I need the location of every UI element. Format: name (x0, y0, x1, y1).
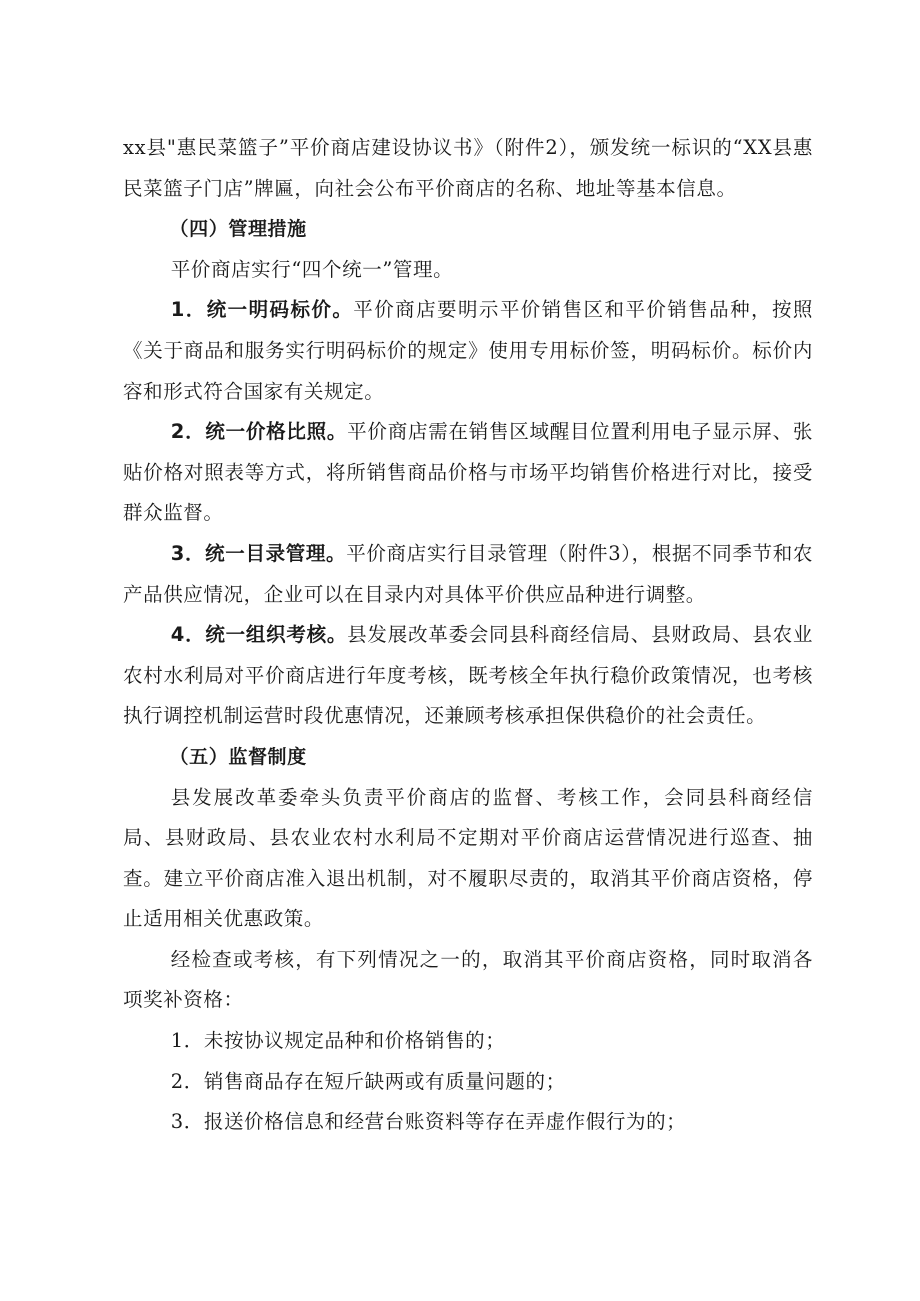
intro-paragraph: xx县"惠民菜篮子”平价商店建设协议书》（附件2），颁发统一标识的“XX县惠民菜篮子门店”牌匾，向社会公布平价商店的名称、地址等基本信息。 (123, 136, 813, 200)
item-catalog-management (123, 534, 813, 615)
item-title: 1．统一明码标价。 (170, 298, 354, 322)
item-title: 2．统一价格比照。 (170, 420, 348, 444)
cancel-condition-item: 2．销售商品存在短斤缺两或有质量问题的； (170, 1069, 566, 1093)
cancel-conditions-paragraph: 经检查或考核，有下列情况之一的，取消其平价商店资格，同时取消各项奖补资格： (123, 947, 813, 1012)
item-assessment (123, 615, 813, 737)
cancel-condition-item: 1．未按协议规定品种和价格销售的； (170, 1029, 506, 1053)
section-heading-supervision: （五）监督制度 (169, 745, 307, 768)
item-body: 平价商店要明示平价销售区和平价销售品种，按照《关于商品和服务实行明码标价的规定》使用专用标价签，明码标价。标价内容和形式符合国家有关规定。 (123, 298, 814, 403)
item-body: 县发展改革委会同县科商经信局、县财政局、县农业农村水利局对平价商店进行年度考核，既考核全年执行稳价政策情况，也考核执行调控机制运营时段优惠情况，还兼顾考核承担保供稳价的社会责任。 (123, 623, 813, 728)
item-title: 4．统一组织考核。 (170, 623, 348, 647)
item-pricing-label (123, 290, 813, 412)
item-price-compare (123, 412, 813, 534)
cancel-condition-item: 3．报送价格信息和经营台账资料等存在弄虚作假行为的； (170, 1110, 687, 1134)
four-unify-paragraph: 平价商店实行“四个统一”管理。 (170, 257, 454, 281)
item-body: 平价商店实行目录管理（附件3），根据不同季节和农产品供应情况，企业可以在目录内对具体平价供应品种进行调整。 (123, 541, 813, 606)
item-title: 3．统一目录管理。 (170, 541, 347, 565)
supervision-paragraph: 县发展改革委牵头负责平价商店的监督、考核工作，会同县科商经信局、县财政局、县农业农村水利局不定期对平价商店运营情况进行巡查、抽查。建立平价商店准入退出机制，对不履职尽责的，取消其平价商店资格，停止适用相关优惠政策。 (123, 785, 813, 931)
item-body: 平价商店需在销售区域醒目位置利用电子显示屏、张贴价格对照表等方式，将所销售商品价格与市场平均销售价格进行对比，接受群众监督。 (123, 420, 813, 525)
section-heading-management: （四）管理措施 (169, 218, 307, 241)
document-page (123, 128, 813, 1143)
